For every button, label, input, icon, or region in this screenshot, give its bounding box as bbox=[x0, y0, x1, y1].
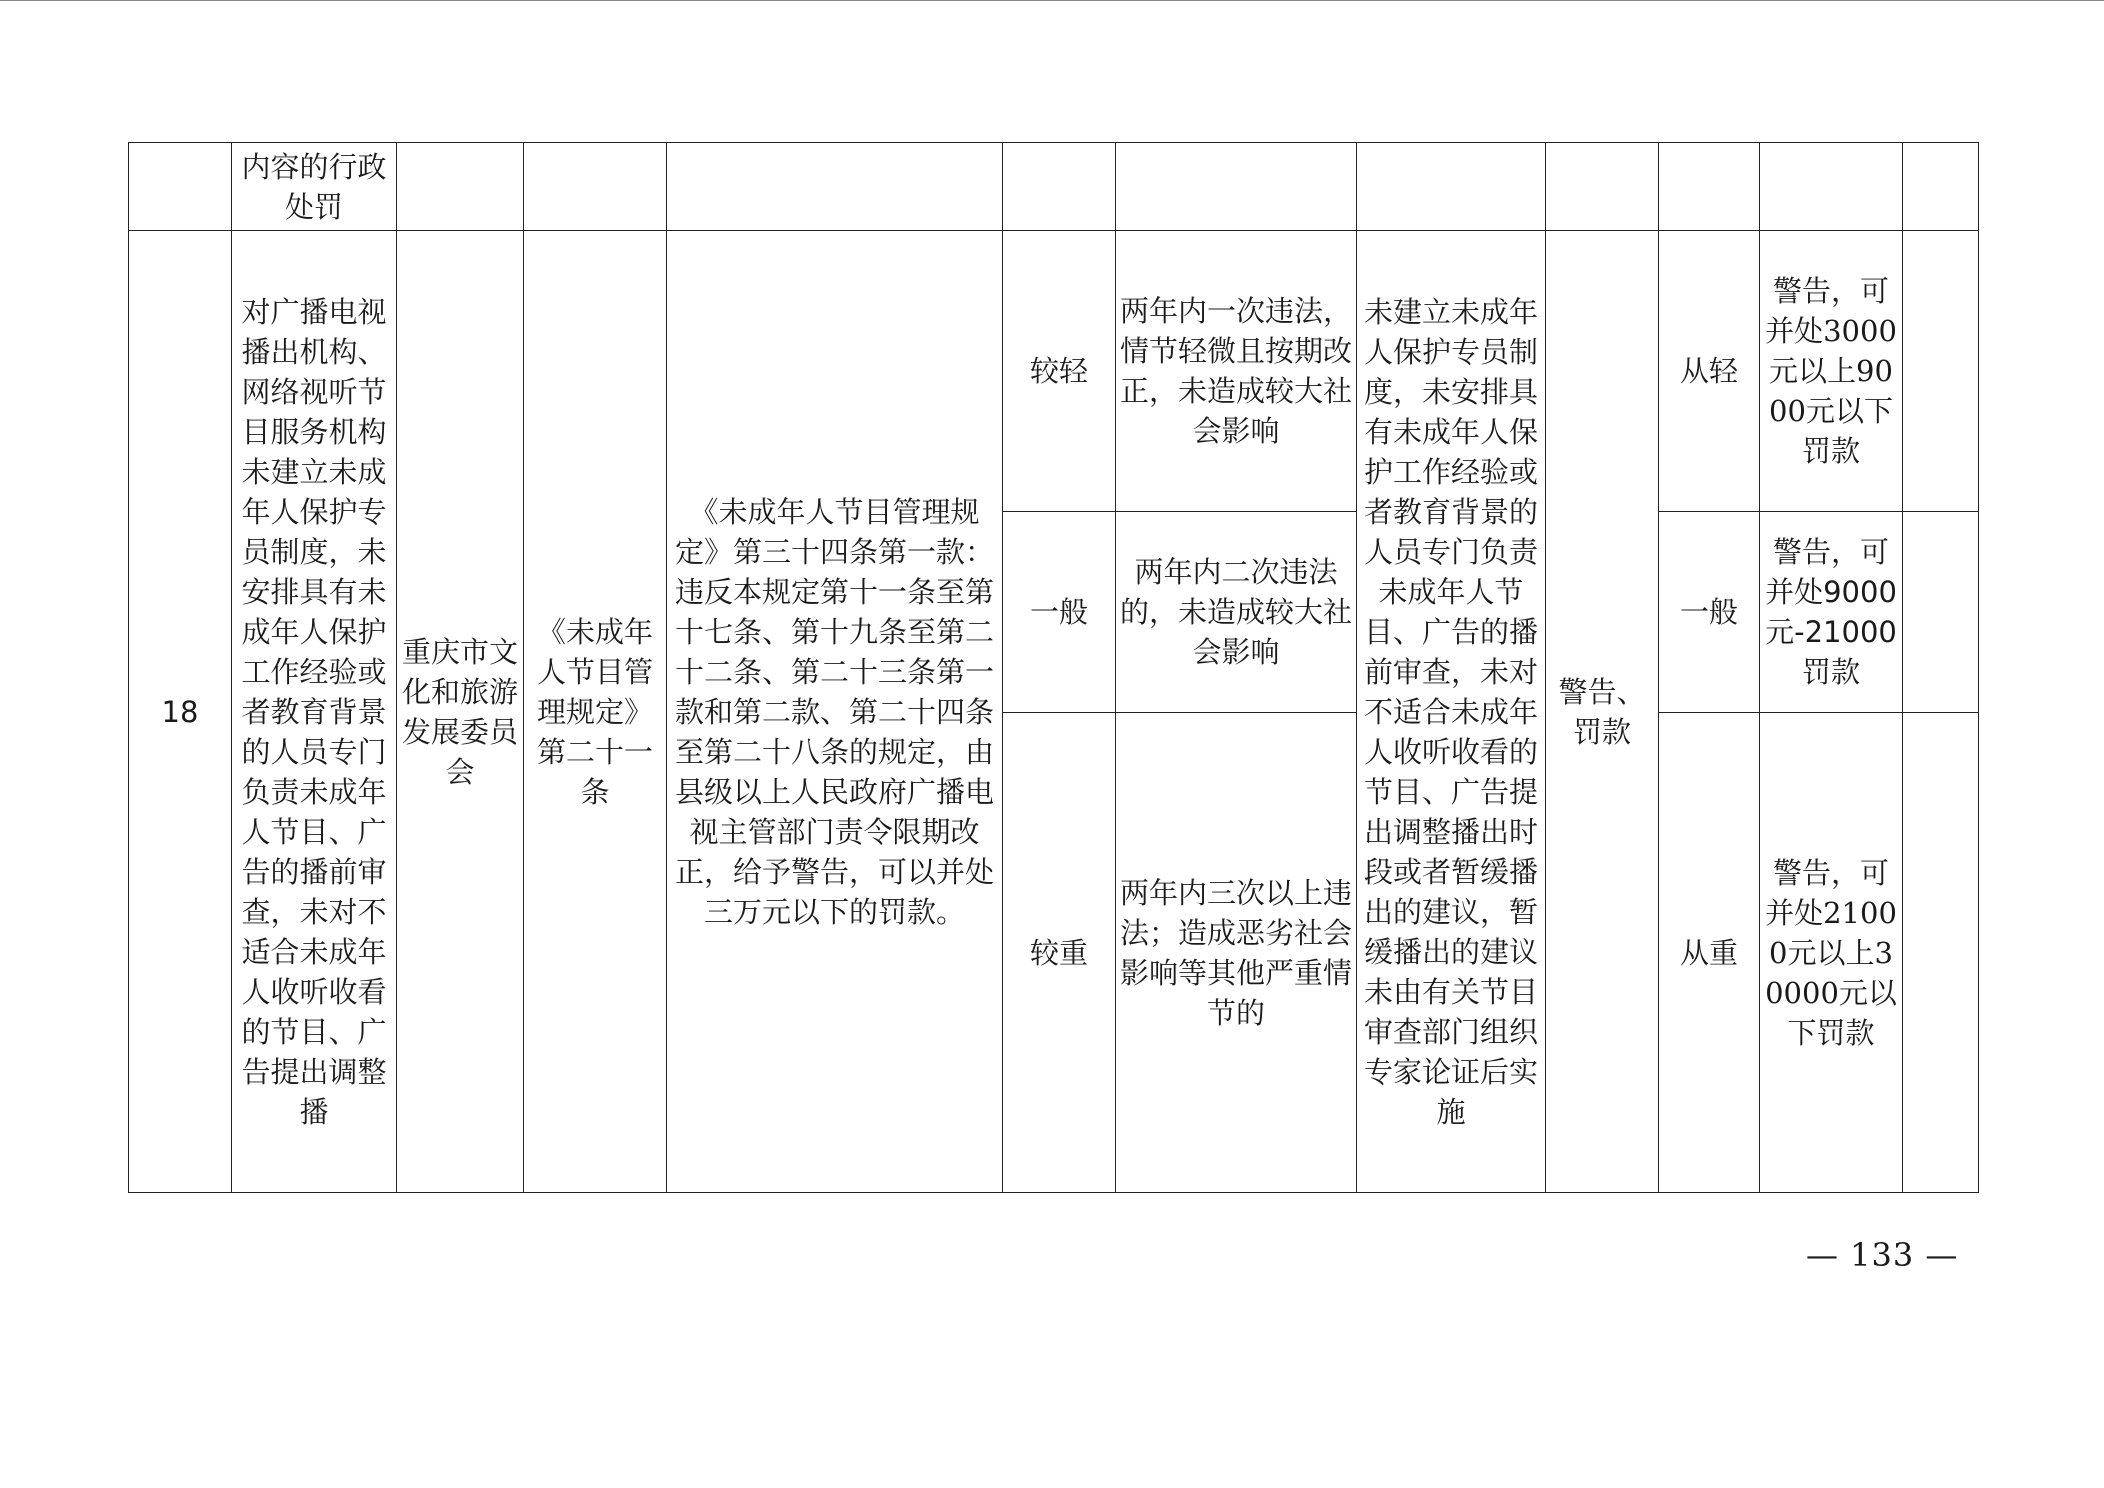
item-description-cell: 对广播电视播出机构、网络视听节目服务机构未建立未成年人保护专员制度，未安排具有未成年人保护工作经验或者教育背景的人员专门负责未成年人节目、广告的播前审查，未对不适合未成年人收听收看的节目、广告提出调整播 bbox=[232, 231, 397, 1193]
penalty-standard-cell-light: 警告，可并处3000元以上9000元以下罚款 bbox=[1760, 231, 1903, 512]
cont-type-cell bbox=[1546, 143, 1659, 231]
penalty-type-cell: 警告、罚款 bbox=[1546, 231, 1659, 1193]
penalty-standard-cell-normal: 警告，可并处9000元-21000罚款 bbox=[1760, 512, 1903, 713]
discretion-cell-normal: 一般 bbox=[1659, 512, 1760, 713]
cont-facts-cell bbox=[1357, 143, 1546, 231]
penalty-discretion-table bbox=[128, 142, 1979, 1193]
violation-facts-cell: 未建立未成年人保护专员制度，未安排具有未成年人保护工作经验或者教育背景的人员专门负责未成年人节目、广告的播前审查，未对不适合未成年人收听收看的节目、广告提出调整播出时段或者暂缓播出的建议，暂缓播出的建议未由有关节目审查部门组织专家论证后实施 bbox=[1357, 231, 1546, 1193]
cont-remark-cell bbox=[1903, 143, 1979, 231]
remark-cell-light bbox=[1903, 231, 1979, 512]
remark-cell-normal bbox=[1903, 512, 1979, 713]
page-number: — 133 — bbox=[1806, 1236, 1959, 1274]
penalty-standard-cell-severe: 警告，可并处21000元以上30000元以下罚款 bbox=[1760, 713, 1903, 1193]
circumstance-cell-severe: 两年内三次以上违法；造成恶劣社会影响等其他严重情节的 bbox=[1116, 713, 1357, 1193]
degree-cell-severe: 较重 bbox=[1003, 713, 1116, 1193]
violated-provision-cell: 《未成年人节目管理规定》第二十一条 bbox=[524, 231, 667, 1193]
page-top-border bbox=[0, 0, 2104, 1]
cont-standard-cell bbox=[1760, 143, 1903, 231]
discretion-cell-severe: 从重 bbox=[1659, 713, 1760, 1193]
circumstance-cell-normal: 两年内二次违法的，未造成较大社会影响 bbox=[1116, 512, 1357, 713]
remark-cell-severe bbox=[1903, 713, 1979, 1193]
circumstance-cell-light: 两年内一次违法，情节轻微且按期改正，未造成较大社会影响 bbox=[1116, 231, 1357, 512]
degree-cell-normal: 一般 bbox=[1003, 512, 1116, 713]
cont-discretion-cell bbox=[1659, 143, 1760, 231]
cont-basis-cell bbox=[667, 143, 1003, 231]
degree-cell-light: 较轻 bbox=[1003, 231, 1116, 512]
cont-circumstance-cell bbox=[1116, 143, 1357, 231]
cont-number-cell bbox=[129, 143, 232, 231]
table-row bbox=[129, 231, 1979, 512]
penalty-basis-cell: 《未成年人节目管理规定》第三十四条第一款：违反本规定第十一条至第十七条、第十九条至第二十二条、第二十三条第一款和第二款、第二十四条至第二十八条的规定，由县级以上人民政府广播电视主管部门责令限期改正，给予警告，可以并处三万元以下的罚款。 bbox=[667, 231, 1003, 1193]
enforcement-authority-cell: 重庆市文化和旅游发展委员会 bbox=[397, 231, 524, 1193]
cont-authority-cell bbox=[397, 143, 524, 231]
discretion-cell-light: 从轻 bbox=[1659, 231, 1760, 512]
cont-provision-cell bbox=[524, 143, 667, 231]
continuation-row bbox=[129, 143, 1979, 231]
row-number-cell: 18 bbox=[129, 231, 232, 1193]
cont-degree-cell bbox=[1003, 143, 1116, 231]
cont-description-cell: 内容的行政处罚 bbox=[232, 143, 397, 231]
